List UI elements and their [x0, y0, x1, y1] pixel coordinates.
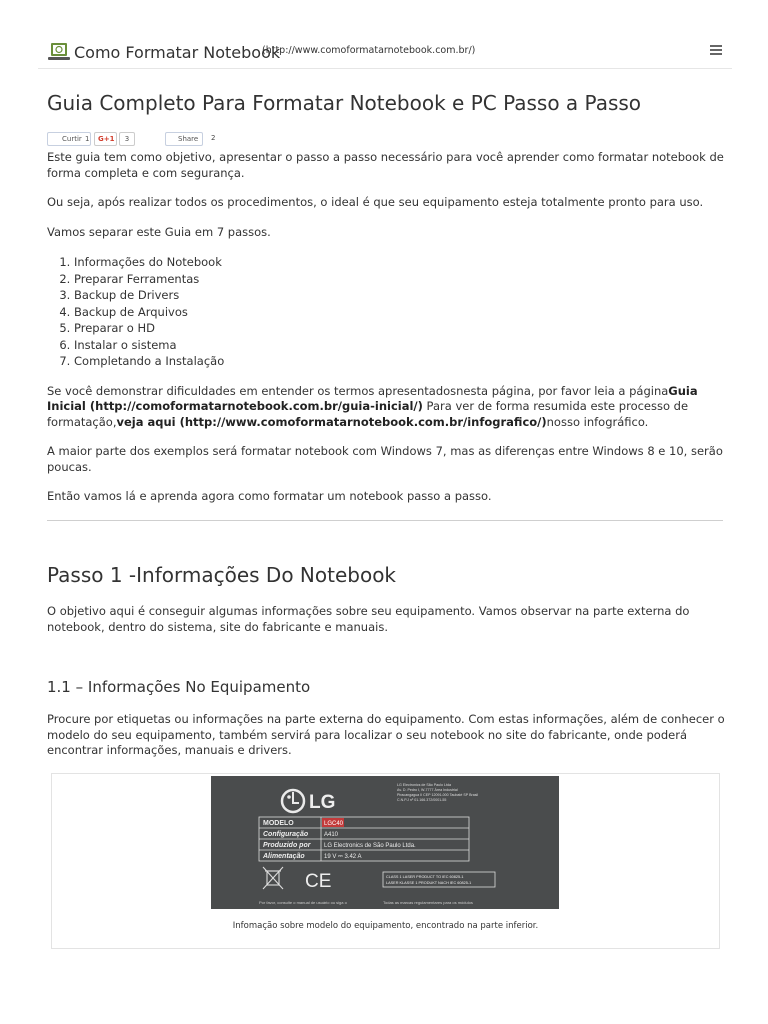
text-segment: Para ver de forma resumida este processo de formatação, — [47, 399, 689, 429]
gplus-count-text: 3 — [124, 135, 130, 143]
gplus-count — [119, 132, 135, 146]
steps-list — [47, 254, 727, 370]
facebook-like-button[interactable] — [47, 132, 91, 146]
like-count: 1 — [85, 135, 90, 143]
label-row-value: A410 — [324, 832, 339, 838]
list-item: 2. Preparar Ferramentas — [74, 271, 727, 288]
intro-paragraph: Este guia tem como objetivo, apresentar o passo a passo necessário para você aprender como formatar notebook de forma completa e com segurança. — [47, 150, 724, 180]
text-segment: Se você demonstrar dificuldades em entender os termos apresentadosnesta página, por favor leia a página — [47, 383, 669, 398]
hamburger-menu-icon[interactable] — [710, 45, 722, 56]
share-count: 2 — [211, 134, 216, 142]
label-row-key: Configuração — [263, 831, 309, 838]
guia-inicial-link[interactable]: Guia Inicial (http://comoformatarnotebook.com.br/guia-inicial/) — [47, 383, 698, 413]
label-row-value: LG Electronics de São Paulo Ltda. — [324, 843, 416, 849]
site-header — [38, 34, 732, 69]
notebook-label-photo[interactable] — [211, 776, 559, 909]
laser-line: CLASS 1 LASER PRODUCT TO IEC 60825-1 — [386, 875, 464, 879]
ce-mark: CE — [305, 871, 332, 892]
figure-caption: Infomação sobre modelo do equipamento, encontrado na parte inferior. — [232, 921, 539, 931]
intro-paragraph-links — [47, 384, 727, 431]
subsection-paragraph: Procure por etiquetas ou informações na parte externa do equipamento. Com estas informações, além de conhecer o modelo do seu equipamento, também servirá para localizar o seu notebook no site do fabricante, onde poderá encontrar informações, manuais e drivers. — [47, 712, 725, 757]
label-row-key: MODELO — [263, 820, 294, 827]
intro-paragraph: Vamos separar este Guia em 7 passos. — [47, 224, 271, 239]
list-item: 3. Backup de Drivers — [74, 287, 727, 304]
text-segment: nosso infográfico. — [546, 414, 649, 429]
page-title: Guia Completo Para Formatar Notebook e PC Passo a Passo — [47, 91, 642, 115]
site-name-link[interactable]: Como Formatar Notebook — [74, 43, 281, 62]
intro-paragraph: Ou seja, após realizar todos os procedimentos, o ideal é que seu equipamento esteja totalmente pronto para uso. — [47, 195, 704, 209]
share-button[interactable] — [165, 132, 203, 146]
company-line: LG Electronics de São Paulo Ltda — [397, 783, 451, 787]
intro-paragraph: Então vamos lá e aprenda agora como formatar um notebook passo a passo. — [47, 489, 492, 503]
site-url[interactable]: (http://www.comoformatarnotebook.com.br/) — [262, 45, 476, 56]
list-item: 5. Preparar o HD — [74, 320, 727, 337]
article-intro — [47, 150, 727, 519]
list-item: 6. Instalar o sistema — [74, 337, 727, 354]
company-line: Piracangagua II CEP 12091-000 Taubaté SP Brasil — [397, 793, 479, 797]
laser-line: LASER KLASSE 1 PRODUKT NACH IEC 60825-1 — [386, 881, 472, 885]
list-item: 7. Completando a Instalação — [74, 353, 727, 370]
list-item: 4. Backup de Arquivos — [74, 304, 727, 321]
figure — [51, 773, 720, 949]
laptop-logo-icon[interactable] — [48, 42, 70, 62]
label-row-value: LGC40 — [324, 821, 344, 827]
like-label: Curtir — [62, 135, 82, 143]
section-divider — [47, 520, 723, 521]
section-title: Passo 1 -Informações Do Notebook — [47, 563, 397, 587]
google-plus-button[interactable] — [94, 132, 117, 146]
list-item: 1. Informações do Notebook — [74, 254, 727, 271]
label-row-key: Produzido por — [263, 842, 311, 849]
share-label: Share — [178, 135, 199, 143]
brand-text: LG — [309, 792, 336, 813]
gplus-label: G+1 — [98, 135, 115, 143]
label-row-value: 19 V ⎓ 3.42 A — [324, 854, 362, 860]
company-line: C.N.P.J nº 01.166.372/0001-55 — [397, 798, 447, 802]
subsection-title: 1.1 – Informações No Equipamento — [47, 678, 311, 696]
footer-text: Todas as marcas regulamentares para os módulos — [383, 900, 473, 905]
intro-paragraph: A maior parte dos exemplos será formatar notebook com Windows 7, mas as diferenças entre Windows 8 e 10, serão poucas. — [47, 444, 723, 474]
section-paragraph: O objetivo aqui é conseguir algumas informações sobre seu equipamento. Vamos observar na parte externa do notebook, dentro do sistema, site do fabricante e manuais. — [47, 604, 690, 634]
label-row-key: Alimentação — [263, 853, 305, 860]
infografico-link[interactable]: veja aqui (http://www.comoformatarnotebook.com.br/infografico/) — [116, 414, 547, 429]
company-line: Av. D. Pedro I, W-7777 Área Industrial — [397, 788, 458, 792]
footer-text: Por favor, consulte o manual de usuário ou siga o — [259, 900, 347, 905]
